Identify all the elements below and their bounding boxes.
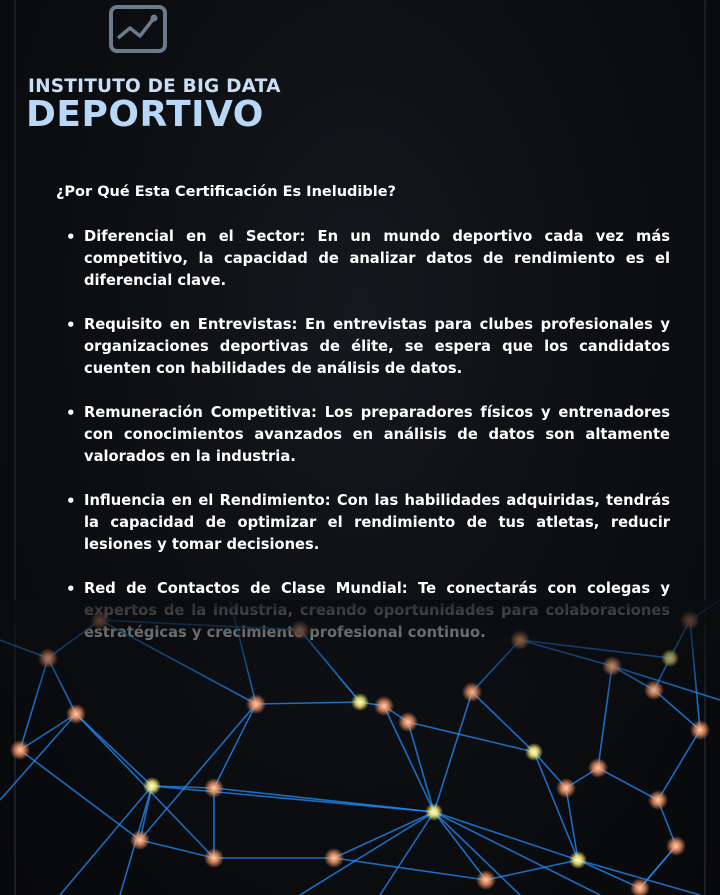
- benefit-text: Requisito en Entrevistas: En entrevistas para clubes profesionales y organizaciones deportivas de élite, se espera que los candidatos cuenten con habilidades de análisis de datos.: [84, 316, 670, 377]
- benefit-item: [66, 226, 670, 292]
- bullet-icon: •: [66, 580, 76, 598]
- section-heading: ¿Por Qué Esta Certificación Es Ineludible?: [56, 184, 396, 200]
- benefit-text: Diferencial en el Sector: En un mundo deportivo cada vez más competitivo, la capacidad de analizar datos de rendimiento es el diferencial clave.: [84, 228, 670, 289]
- benefit-text: Red de Contactos de Clase Mundial: Te conectarás con colegas y: [84, 580, 670, 597]
- bullet-icon: •: [66, 316, 76, 334]
- bullet-icon: •: [66, 492, 76, 510]
- brand-main-line: DEPORTIVO: [26, 94, 264, 135]
- benefit-text: Remuneración Competitiva: Los preparadores físicos y entrenadores con conocimientos avanzados en análisis de datos son altamente valorados en la industria.: [84, 404, 670, 465]
- network-graphic: [0, 600, 720, 895]
- benefit-text: Influencia en el Rendimiento: Con las habilidades adquiridas, tendrás la capacidad de optimizar el rendimiento de tus atletas, reducir lesiones y tomar decisiones.: [84, 492, 670, 553]
- bullet-icon: •: [66, 404, 76, 422]
- benefit-item: [66, 314, 670, 380]
- brand-top-line: INSTITUTO DE BIG DATA: [28, 76, 281, 97]
- benefit-item: [66, 490, 670, 556]
- bullet-icon: •: [66, 228, 76, 246]
- chart-line-screen-icon: [108, 4, 168, 56]
- benefit-item: [66, 402, 670, 468]
